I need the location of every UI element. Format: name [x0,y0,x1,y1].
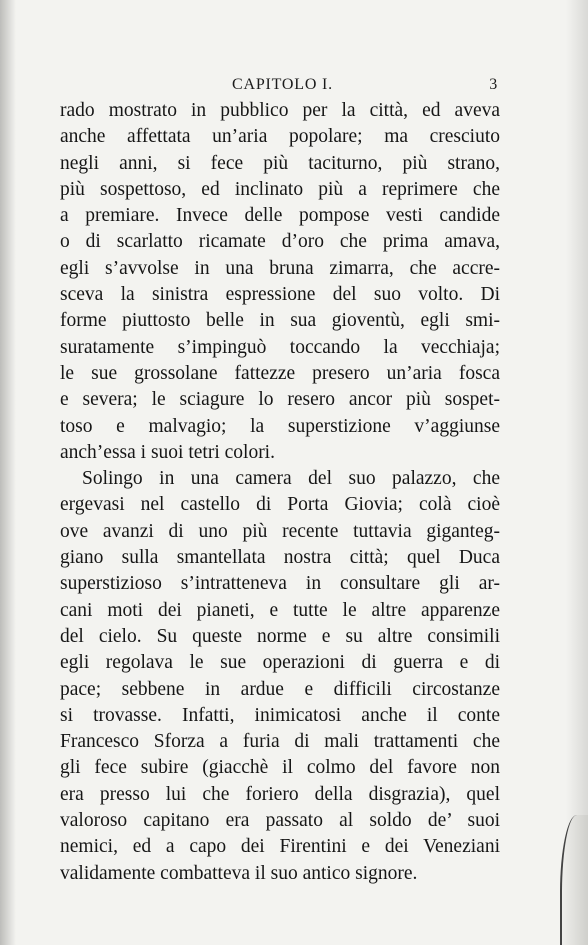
text-line: pace; sebbene in ardue e difficili circostanze [60,678,500,700]
text-line: gli fece subire (giacchè il colmo del favore non [60,757,500,779]
text-line: toso e malvagio; la superstizione v’aggiunse [60,415,500,437]
page-header [64,73,498,99]
paragraph-2 [60,466,500,887]
text-line: più sospettoso, ed inclinato più a reprimere che [60,178,500,200]
text-line: sceva la sinistra espressione del suo volto. Di [60,284,500,306]
text-line: anch’essa i suoi tetri colori. [60,441,275,463]
text-line: ergevasi nel castello di Porta Giovia; colà cioè [60,494,500,516]
page-number: 3 [489,76,498,93]
text-line: a premiare. Invece delle pompose vesti candide [60,205,500,227]
text-line: e severa; le sciagure lo resero ancor più sospet- [60,389,500,411]
text-line: superstizioso s’intratteneva in consultare gli ar- [60,573,500,595]
text-line: giano sulla smantellata nostra città; quel Duca [60,547,500,569]
text-line: era presso lui che foriero della disgrazia), quel [60,783,500,805]
text-line: o di scarlatto ricamate d’oro che prima amava, [60,231,500,253]
text-line: nemici, ed a capo dei Firentini e dei Veneziani [60,836,500,858]
paragraph-1 [60,98,500,466]
text-line: del cielo. Su queste norme e su altre consimili [60,625,500,647]
page-edge [566,0,588,945]
text-line: forme piuttosto belle in sua gioventù, egli smi- [60,310,500,332]
text-line: validamente combatteva il suo antico signore. [60,862,418,884]
text-line: cani moti dei pianeti, e tutte le altre apparenze [60,599,500,621]
text-line: Solingo in una camera del suo palazzo, che [82,468,500,490]
text-line: anche affettata un’aria popolare; ma cresciuto [60,126,500,148]
text-line: egli regolava le sue operazioni di guerra e di [60,652,500,674]
page-curl [560,815,588,945]
body-text [60,98,500,887]
text-line: negli anni, si fece più taciturno, più strano, [60,152,500,174]
text-line: le sue grossolane fattezze presero un’aria fosca [60,362,500,384]
text-line: Francesco Sforza a furia di mali trattamenti che [60,731,500,753]
running-head: CAPITOLO I. [232,76,333,93]
binding-shadow [0,0,16,945]
text-line: suratamente s’impinguò toccando la vecchiaja; [60,336,500,358]
text-line: valoroso capitano era passato al soldo de’ suoi [60,810,500,832]
text-line: si trovasse. Infatti, inimicatosi anche il conte [60,704,500,726]
text-line: rado mostrato in pubblico per la città, ed aveva [60,100,500,121]
text-line: ove avanzi di uno più recente tuttavia giganteg- [60,520,500,542]
text-line: egli s’avvolse in una bruna zimarra, che accre- [60,257,500,279]
